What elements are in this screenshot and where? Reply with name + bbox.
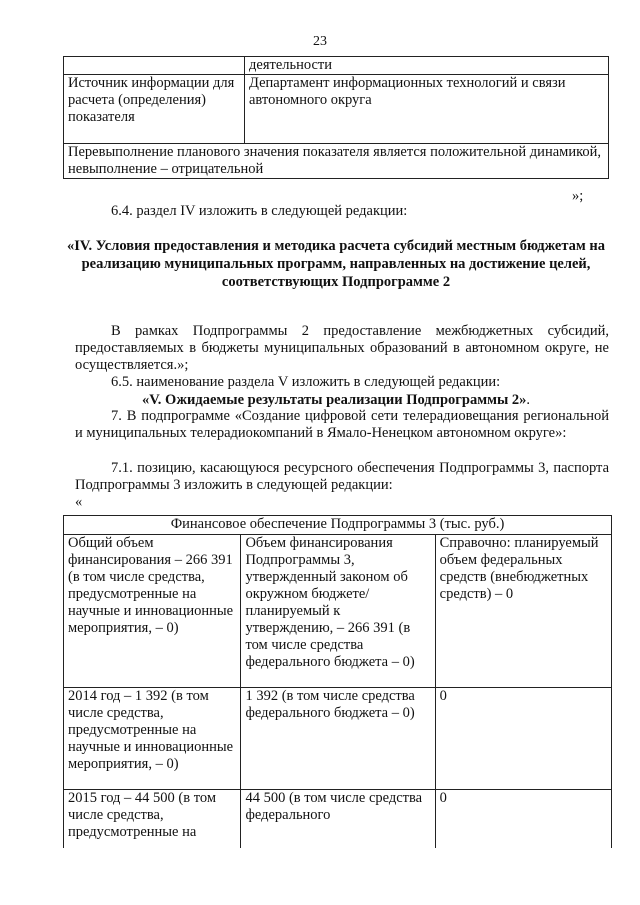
- section-v-heading: «V. Ожидаемые результаты реализации Подпрограммы 2»: [141, 392, 527, 408]
- item-6-4: 6.4. раздел IV изложить в следующей редакции:: [111, 203, 408, 219]
- financing-table-caption: Финансовое обеспечение Подпрограммы 3 (тыс. руб.): [64, 516, 612, 535]
- info-source-value: Департамент информационных технологий и связи автономного округа: [249, 75, 566, 108]
- table-cell: Общий объем финансирования – 266 391 (в том числе средства, предусмотренные на научные и инновационные мероприятия, – 0): [64, 535, 241, 688]
- dynamics-note: Перевыполнение планового значения показателя является положительной динамикой, невыполнение – отрицательной: [68, 144, 602, 177]
- item-7: 7. В подпрограмме «Создание цифровой сети телерадиовещания региональной и муниципальных телерадиокомпаний в Ямало-Ненецком автономном округе»:: [75, 408, 609, 441]
- table-cell: 2014 год – 1 392 (в том числе средства, предусмотренные на научные и инновационные мероприятия, – 0): [64, 688, 241, 790]
- closing-quote: »;: [572, 188, 584, 204]
- section-iv-heading: «IV. Условия предоставления и методика расчета субсидий местным бюджетам на реализацию муниципальных программ, направленных на достижение целей, соответствующих Подпрограмме 2: [66, 238, 606, 290]
- page-number: 23: [313, 34, 327, 49]
- table-cell: 44 500 (в том числе средства федерального: [241, 790, 435, 849]
- item-6-5: 6.5. наименование раздела V изложить в следующей редакции:: [111, 374, 501, 390]
- info-source-label: Источник информации для расчета (определения) показателя: [68, 75, 235, 125]
- section-v-heading-tail: .: [526, 392, 531, 408]
- table-cell: деятельности: [245, 57, 609, 75]
- table-cell: 2015 год – 44 500 (в том числе средства, предусмотренные на: [64, 790, 241, 849]
- table-cell: 0: [435, 790, 611, 849]
- table-cell: Справочно: планируемый объем федеральных средств (внебюджетных средств) – 0: [435, 535, 611, 688]
- table-cell: Объем финансирования Подпрограммы 3, утвержденный законом об окружном бюджете/ планируемый к утверждению, – 266 391 (в том числе средства федерального бюджета – 0): [241, 535, 435, 688]
- table-cell: 0: [435, 688, 611, 790]
- open-quote: «: [75, 494, 83, 510]
- table-cell: 1 392 (в том числе средства федерального бюджета – 0): [241, 688, 435, 790]
- item-7-1: 7.1. позицию, касающуюся ресурсного обеспечения Подпрограммы 3, паспорта Подпрограммы 3 изложить в следующей редакции:: [75, 460, 609, 493]
- financing-table: [63, 515, 612, 848]
- section-iv-paragraph: В рамках Подпрограммы 2 предоставление межбюджетных субсидий, предоставляемых в бюджеты муниципальных образований в автономном округе, не осуществляется.»;: [75, 323, 609, 373]
